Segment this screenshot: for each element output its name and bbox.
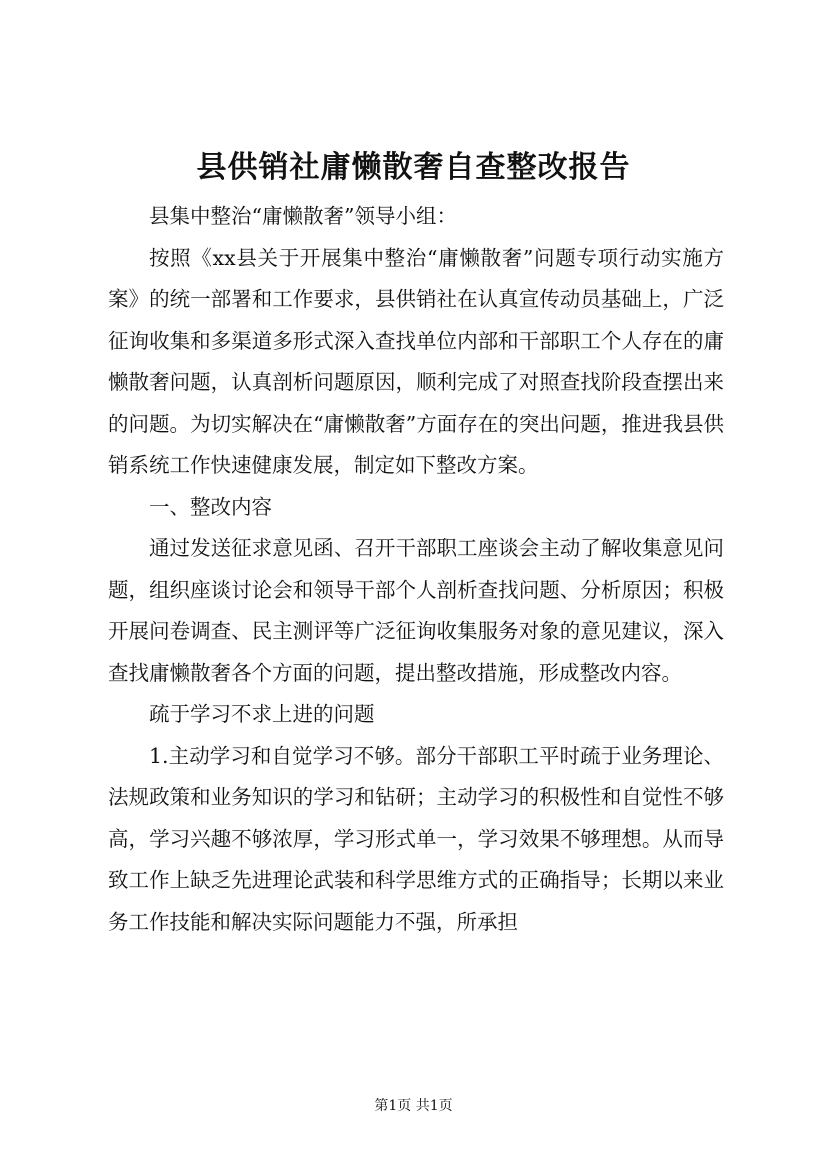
document-body xyxy=(108,196,724,943)
subsection-heading: 疏于学习不求上进的问题 xyxy=(149,702,375,726)
document-title: 县供销社庸懒散奢自查整改报告 xyxy=(196,150,631,185)
section-heading: 一、整改内容 xyxy=(149,494,272,519)
item-paragraph: 1.主动学习和自觉学习不够。部分干部职工平时疏于业务理论、法规政策和业务知识的学习和钻研；主动学习的积极性和自觉性不够高，学习兴趣不够浓厚，学习形式单一，学习效果不够理想。从而导致工作上缺乏先进理论武装和科学思维方式的正确指导；长期以来业务工作技能和解决实际问题能力不强，所承担 xyxy=(108,743,724,934)
page-number-footer: 第1页 共1页 xyxy=(374,1098,453,1114)
content-paragraph: 通过发送征求意见函、召开干部职工座谈会主动了解收集意见问题，组织座谈讨论会和领导干部个人剖析查找问题、分析原因；积极开展问卷调查、民主测评等广泛征询收集服务对象的意见建议，深入查找庸懒散奢各个方面的问题，提出整改措施，形成整改内容。 xyxy=(108,536,724,685)
salutation-paragraph: 县集中整治“庸懒散奢”领导小组： xyxy=(149,204,457,228)
intro-paragraph: 按照《xx县关于开展集中整治“庸懒散奢”问题专项行动实施方案》的统一部署和工作要求，县供销社在认真宣传动员基础上，广泛征询收集和多渠道多形式深入查找单位内部和干部职工个人存在的庸懒散奢问题，认真剖析问题原因，顺利完成了对照查找阶段查摆出来的问题。为切实解决在“庸懒散奢”方面存在的突出问题，推进我县供销系统工作快速健康发展，制定如下整改方案。 xyxy=(108,245,724,477)
